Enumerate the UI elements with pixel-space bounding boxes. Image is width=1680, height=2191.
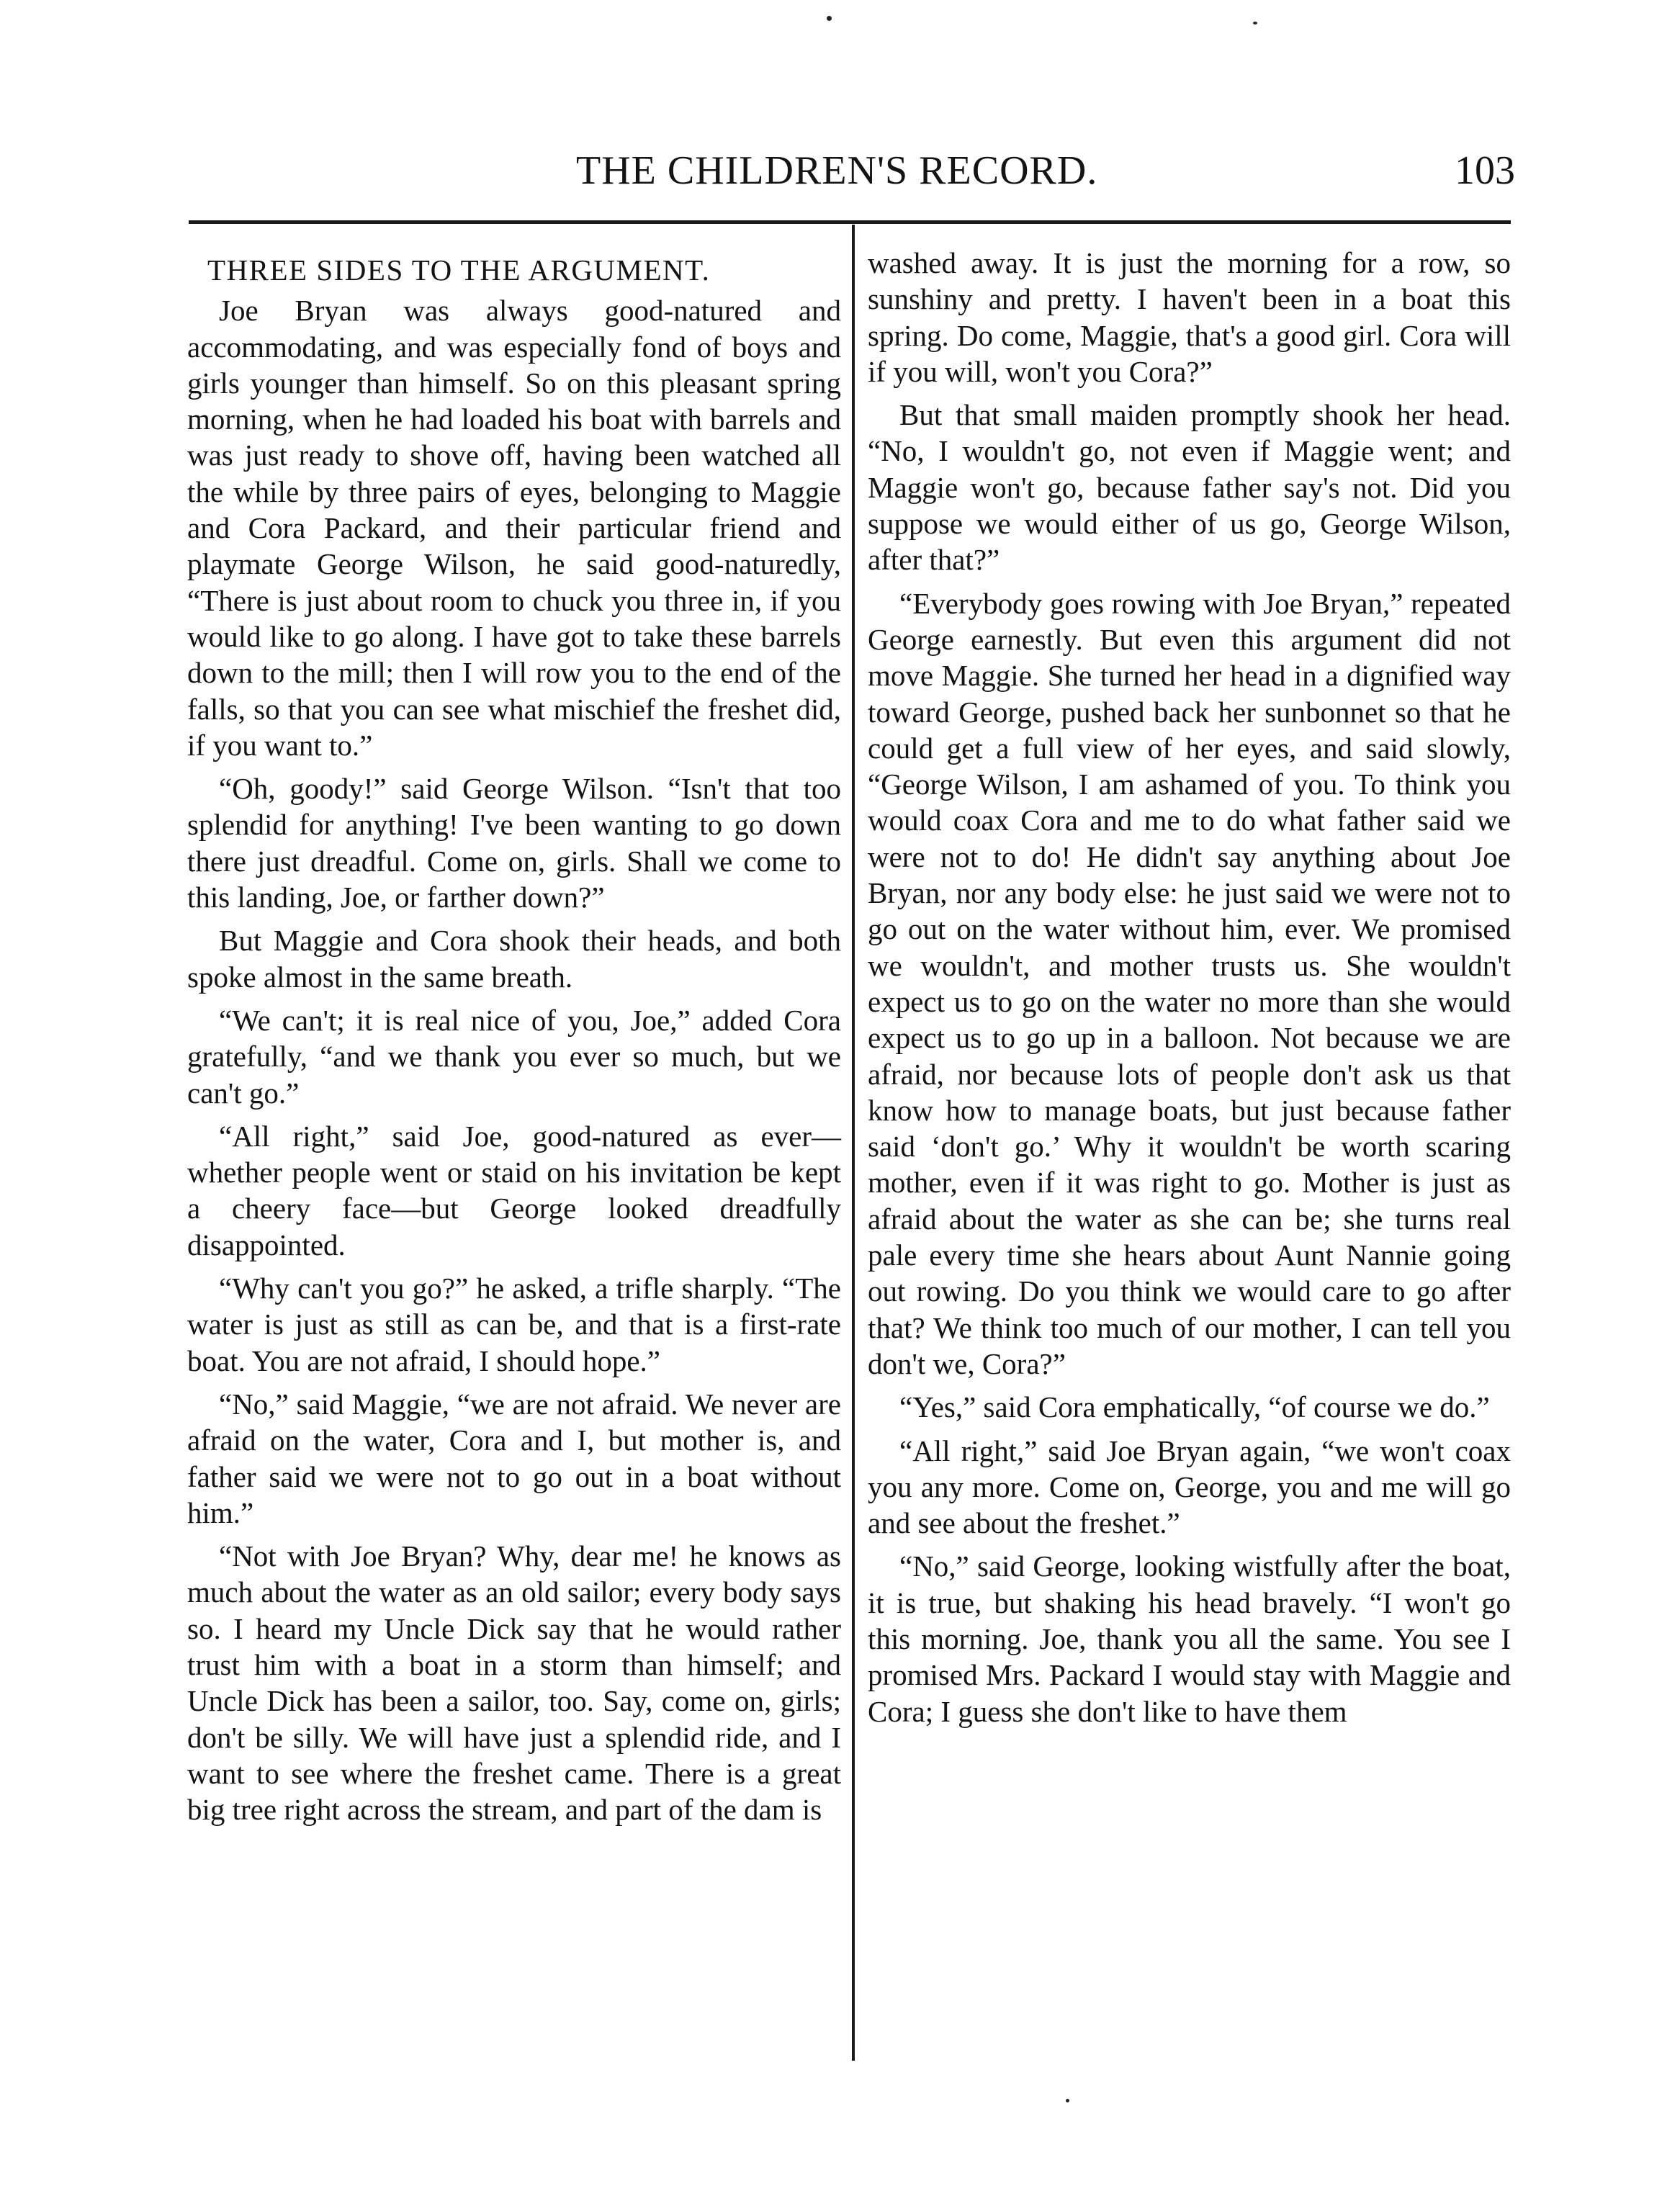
paragraph: “Everybody goes rowing with Joe Bryan,” repeated George earnestly. But even this argument did not move Maggie. She turned her head in a dignified way toward George, pushed back her sunbonnet so that he could get a full view of her eyes, and said slowly, “George Wilson, I am ashamed of you. To think you would coax Cora and me to do what father said we were not to do! He didn't say anything about Joe Bryan, nor any body else: he just said we were not to go out on the water without him, ever. We promised we wouldn't, and mother trusts us. She wouldn't expect us to go on the water no more than she would expect us to go up in a balloon. Not because we are afraid, nor because lots of people don't ask us that know how to manage boats, but just because father said ‘don't go.’ Why it wouldn't be worth scaring mother, even if it was right to go. Mother is just as afraid about the water as she can be; she turns real pale every time she hears about Aunt Nannie going out rowing. Do you think we would care to go after that? We think too much of our mother, I can tell you don't we, Cora?” [868,586,1511,1380]
paragraph: “Yes,” said Cora emphatically, “of course we do.” [899,1390,1490,1424]
header-rule [189,220,1511,224]
article-title: THREE SIDES TO THE ARGUMENT. [207,253,711,287]
paragraph: But Maggie and Cora shook their heads, and both spoke almost in the same breath. [187,924,841,994]
paragraph: “All right,” said Joe Bryan again, “we won't coax you any more. Come on, George, you and me will go and see about the freshet.” [868,1434,1511,1540]
print-speck [827,16,832,21]
paragraph-continuation: washed away. It is just the morning for a row, so sunshiny and pretty. I haven't been in a boat this spring. Do come, Maggie, that's a good girl. Cora will if you will, won't you Cora?” [868,246,1511,388]
paragraph: But that small maiden promptly shook her head. “No, I wouldn't go, not even if Maggie went; and Maggie won't go, because father say's not. Did you suppose we would either of us go, George Wilson, after that?” [868,398,1511,577]
print-speck [1253,22,1257,24]
paragraph: “Why can't you go?” he asked, a trifle sharply. “The water is just as still as can be, and that is a first-rate boat. You are not afraid, I should hope.” [187,1272,841,1377]
page-number: 103 [1455,148,1515,193]
paragraph: “All right,” said Joe, good-natured as ever—whether people went or staid on his invitation be kept a cheery face—but George looked dreadfully disappointed. [187,1119,841,1261]
left-column [187,245,841,1835]
paragraph: “No,” said George, looking wistfully after the boat, it is true, but shaking his head bravely. “I won't go this morning. Joe, thank you all the same. You see I promised Mrs. Packard I would stay with Maggie and Cora; I guess she don't like to have them [868,1549,1511,1728]
paragraph: “Not with Joe Bryan? Why, dear me! he knows as much about the water as an old sailor; every body says so. I heard my Uncle Dick say that he would rather trust him with a boat in a storm than himself; and Uncle Dick has been a sailor, too. Say, come on, girls; don't be silly. We will have just a splendid ride, and I want to see where the freshet came. There is a great big tree right across the stream, and part of the dam is [187,1539,841,1827]
print-speck [1066,2099,1069,2102]
paragraph: “We can't; it is real nice of you, Joe,” added Cora gratefully, “and we thank you ever so much, but we can't go.” [187,1003,841,1110]
paragraph: “Oh, goody!” said George Wilson. “Isn't that too splendid for anything! I've been wanting to go down there just dreadful. Come on, girls. Shall we come to this landing, Joe, or farther down?” [187,772,841,914]
column-divider [852,225,855,2061]
paragraph: Joe Bryan was always good-natured and accommodating, and was especially fond of boys and girls younger than himself. So on this pleasant spring morning, when he had loaded his boat with barrels and was just ready to shove off, having been watched all the while by three pairs of eyes, belonging to Maggie and Cora Packard, and their particular friend and playmate George Wilson, he said good-naturedly, “There is just about room to chuck you three in, if you would like to go along. I have got to take these barrels down to the mill; then I will row you to the end of the falls, so that you can see what mischief the freshet did, if you want to.” [187,294,841,762]
paragraph: “No,” said Maggie, “we are not afraid. We never are afraid on the water, Cora and I, but mother is, and father said we were not to go out in a boat without him.” [187,1387,841,1529]
right-column [868,245,1511,1737]
running-header-title: THE CHILDREN'S RECORD. [576,148,1098,193]
